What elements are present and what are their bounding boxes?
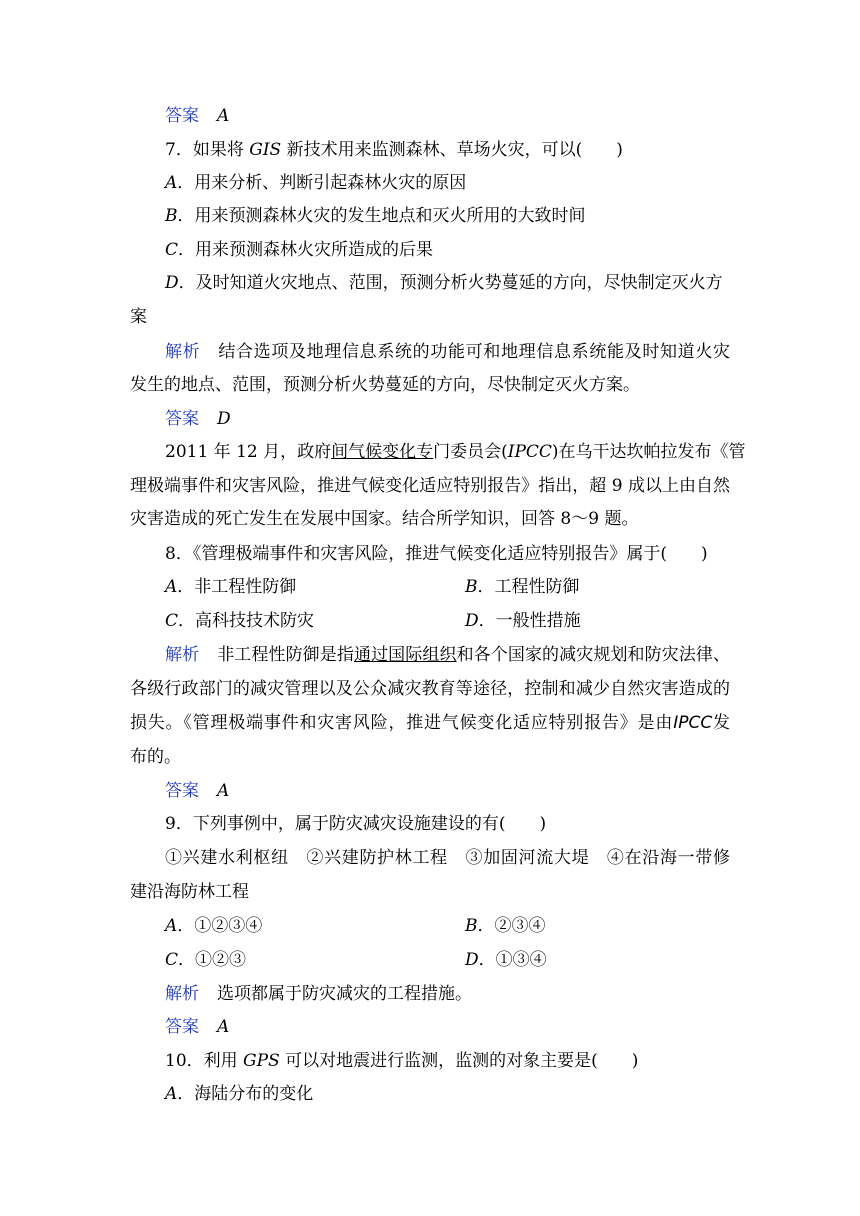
q8-analysis-line3: 损失。《管理极端事件和灾害风险，推进气候变化适应特别报告》是由IPCC发 xyxy=(130,713,730,733)
q8-option-c: C．高科技技术防灾 xyxy=(165,611,315,631)
q9-options-ab xyxy=(165,911,730,941)
q9-stem: 9．下列事例中，属于防灾减灾设施建设的有( ) xyxy=(165,814,547,834)
q8-analysis-line4: 布的。 xyxy=(130,747,181,767)
q9-option-d: D．①③④ xyxy=(465,950,547,970)
analysis-label: 解析 xyxy=(165,645,200,665)
q7-answer-line xyxy=(165,404,730,434)
q7-option-a: A．用来分析、判断引起森林火灾的原因 xyxy=(165,173,467,193)
analysis-label: 解析 xyxy=(165,342,201,362)
q6-answer-line xyxy=(165,101,730,131)
q9-items-line2: 建沿海防林工程 xyxy=(130,882,249,902)
q9-answer-line xyxy=(165,1012,730,1042)
q7-option-d: D．及时知道火灾地点、范围，预测分析火势蔓延的方向，尽快制定灭火方 xyxy=(165,273,723,293)
answer-label: 答案 xyxy=(165,409,199,429)
q9-items-line1: ①兴建水利枢纽 ②兴建防护林工程 ③加固河流大堤 ④在沿海一带修 xyxy=(165,848,730,868)
answer-label: 答案 xyxy=(165,781,199,801)
q9-analysis-line: 解析 选项都属于防灾减灾的工程措施。 xyxy=(165,984,472,1004)
q7-analysis-line2: 发生的地点、范围，预测分析火势蔓延的方向，尽快制定灭火方案。 xyxy=(130,375,640,395)
answer-value: A xyxy=(217,1017,230,1037)
answer-label: 答案 xyxy=(165,1017,199,1037)
q9-options-cd xyxy=(165,945,730,975)
q9-option-a: A．①②③④ xyxy=(165,916,263,936)
q8-stem: 8．《管理极端事件和灾害风险，推进气候变化适应特别报告》属于( ) xyxy=(165,544,708,564)
q7-analysis-line1: 解析 结合选项及地理信息系统的功能可和地理信息系统能及时知道火灾 xyxy=(165,342,731,362)
q10-stem: 10．利用 GPS 可以对地震进行监测，监测的对象主要是( ) xyxy=(165,1051,639,1071)
q7-option-b: B．用来预测森林火灾的发生地点和灭火所用的大致时间 xyxy=(165,206,586,226)
q10-option-a: A．海陆分布的变化 xyxy=(165,1084,314,1104)
answer-value: D xyxy=(217,409,231,429)
answer-label: 答案 xyxy=(165,106,199,126)
answer-value: A xyxy=(217,781,230,801)
q8-answer-line xyxy=(165,776,730,806)
q8-option-b: B．工程性防御 xyxy=(465,577,580,597)
q8-analysis-line2: 各级行政部门的减灾管理以及公众减灾教育等途径，控制和减少自然灾害造成的 xyxy=(130,679,730,699)
q9-option-b: B．②③④ xyxy=(465,916,546,936)
passage-line1: 2011 年 12 月，政府间气候变化专门委员会(IPCC)在乌干达坎帕拉发布《管 xyxy=(165,442,746,462)
q8-option-d: D．一般性措施 xyxy=(465,611,581,631)
q7-option-c: C．用来预测森林火灾所造成的后果 xyxy=(165,240,434,260)
q7-option-d-cont: 案 xyxy=(130,307,147,327)
q8-options-cd xyxy=(165,606,730,636)
answer-value: A xyxy=(217,106,230,126)
q8-option-a: A．非工程性防御 xyxy=(165,577,297,597)
analysis-label: 解析 xyxy=(165,984,199,1004)
q8-analysis-line1: 解析 非工程性防御是指通过国际组织和各个国家的减灾规划和防灾法律、 xyxy=(165,645,731,665)
q7-stem: 7．如果将 GIS 新技术用来监测森林、草场火灾，可以( ) xyxy=(165,140,623,160)
passage-line2: 理极端事件和灾害风险，推进气候变化适应特别报告》指出，超 9 成以上由自然 xyxy=(130,476,730,496)
passage-line3: 灾害造成的死亡发生在发展中国家。结合所学知识，回答 8～9 题。 xyxy=(130,509,639,529)
q9-option-c: C．①②③ xyxy=(165,950,247,970)
q8-options-ab xyxy=(165,572,730,602)
